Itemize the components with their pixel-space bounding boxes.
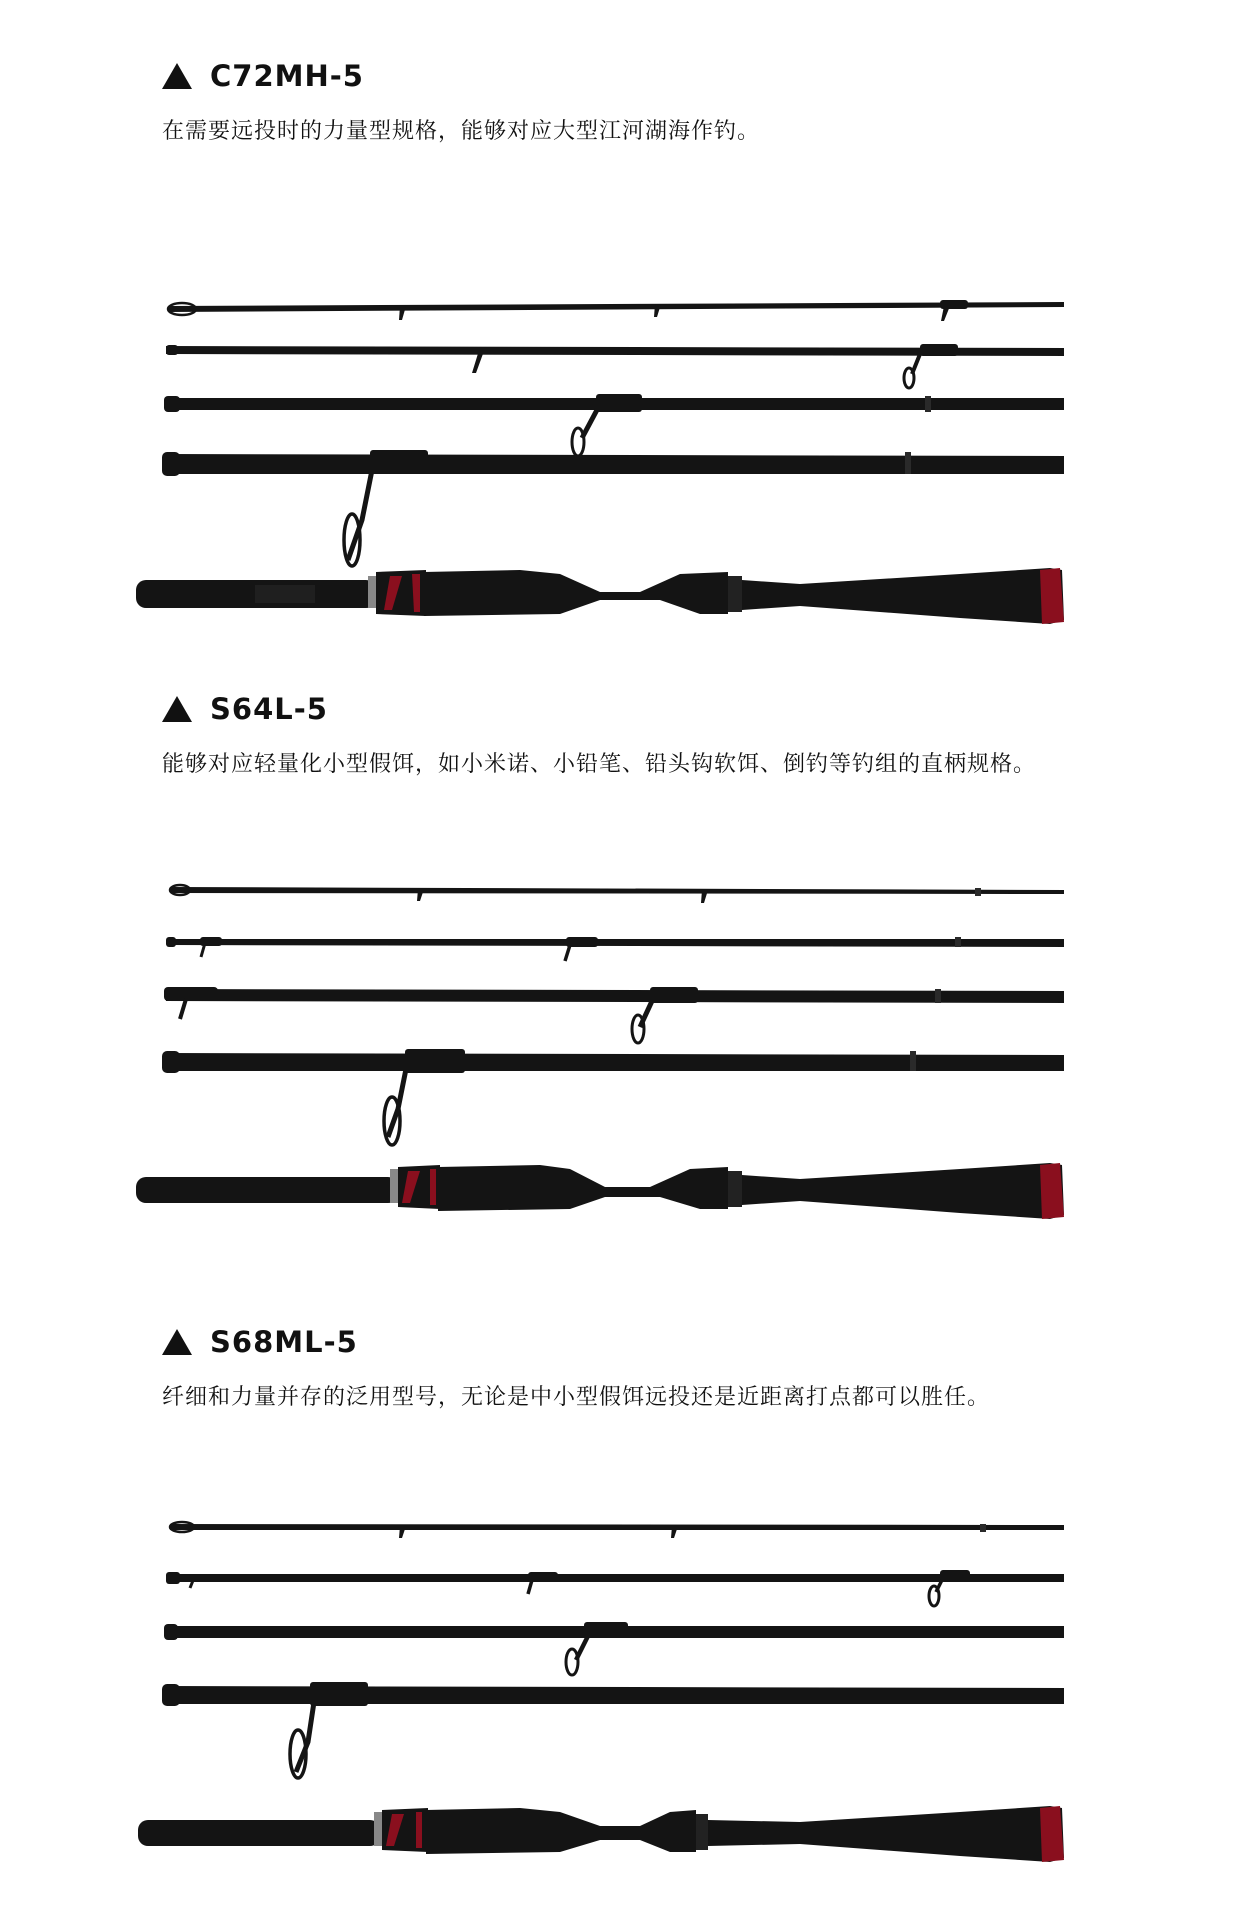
rod-section-2 bbox=[168, 1574, 1064, 1582]
fore-grip bbox=[438, 1165, 728, 1211]
rod-section-2 bbox=[168, 939, 1064, 947]
model-title bbox=[162, 1322, 358, 1362]
ferrule bbox=[164, 987, 218, 1001]
ferrule bbox=[162, 1051, 180, 1073]
rod-guide bbox=[399, 306, 406, 320]
rod-guide bbox=[565, 945, 570, 961]
ferrule bbox=[166, 345, 178, 355]
ferrule bbox=[164, 1624, 178, 1640]
model-title bbox=[162, 689, 328, 729]
model-description: 纤细和力量并存的泛用型号，无论是中小型假饵远投还是近距离打点都可以胜任。 bbox=[162, 1385, 991, 1410]
ferrule bbox=[310, 1682, 368, 1706]
rod-tip-section bbox=[170, 887, 1064, 894]
rod-guide-ring bbox=[904, 368, 914, 388]
ferrule bbox=[166, 1572, 180, 1584]
rod-tip-section bbox=[170, 1524, 1064, 1530]
model-description: 能够对应轻量化小型假饵，如小米诺、小铅笔、铅头钩软饵、倒钓等钓组的直柄规格。 bbox=[162, 752, 1037, 777]
rod-guide bbox=[654, 304, 661, 317]
rod-image bbox=[0, 220, 1240, 640]
rod-guide bbox=[528, 1580, 532, 1594]
rear-grip bbox=[708, 1806, 1064, 1862]
triangle-icon bbox=[162, 63, 192, 89]
ferrule bbox=[164, 396, 180, 412]
ferrule bbox=[596, 394, 642, 412]
ferrule bbox=[166, 937, 176, 947]
rod-section-4 bbox=[164, 1686, 1064, 1704]
ferrule bbox=[584, 1622, 628, 1638]
fore-grip bbox=[424, 570, 728, 616]
triangle-icon bbox=[162, 696, 192, 722]
rod-guide bbox=[399, 1526, 406, 1538]
rod-guide-ring bbox=[929, 1586, 939, 1606]
model-name: C72MH-5 bbox=[210, 59, 364, 93]
rod-guide bbox=[701, 890, 708, 903]
rod-guide-ring bbox=[632, 1015, 644, 1043]
rod-butt bbox=[136, 1177, 398, 1203]
rod-image bbox=[0, 1500, 1240, 1920]
triangle-icon bbox=[162, 1329, 192, 1355]
ferrule bbox=[162, 452, 180, 476]
fore-grip bbox=[426, 1808, 696, 1854]
model-name: S64L-5 bbox=[210, 692, 328, 726]
rod-guide bbox=[582, 408, 598, 438]
model-name: S68ML-5 bbox=[210, 1325, 358, 1359]
model-title bbox=[162, 56, 364, 96]
rear-grip bbox=[742, 568, 1064, 624]
rod-section-3 bbox=[166, 989, 1064, 1003]
ferrule bbox=[370, 450, 428, 474]
ferrule bbox=[940, 1570, 970, 1582]
rod-image bbox=[0, 857, 1240, 1277]
rod-guide-ring bbox=[566, 1649, 578, 1675]
ferrule bbox=[162, 1684, 180, 1706]
rod-butt bbox=[138, 1820, 380, 1846]
rod-guide bbox=[671, 1526, 678, 1538]
rod-guide bbox=[180, 999, 186, 1019]
rod-guide bbox=[640, 1001, 652, 1027]
rod-section-4 bbox=[164, 454, 1064, 474]
model-description: 在需要远投时的力量型规格，能够对应大型江河湖海作钓。 bbox=[162, 119, 761, 144]
rod-guide bbox=[417, 889, 424, 901]
rod-section-4 bbox=[164, 1053, 1064, 1071]
rod-guide-ring bbox=[572, 428, 584, 456]
rod-tip-section bbox=[168, 302, 1064, 312]
ferrule bbox=[920, 344, 958, 356]
ferrule bbox=[650, 987, 698, 1003]
rear-grip bbox=[742, 1163, 1064, 1219]
ferrule bbox=[405, 1049, 465, 1073]
